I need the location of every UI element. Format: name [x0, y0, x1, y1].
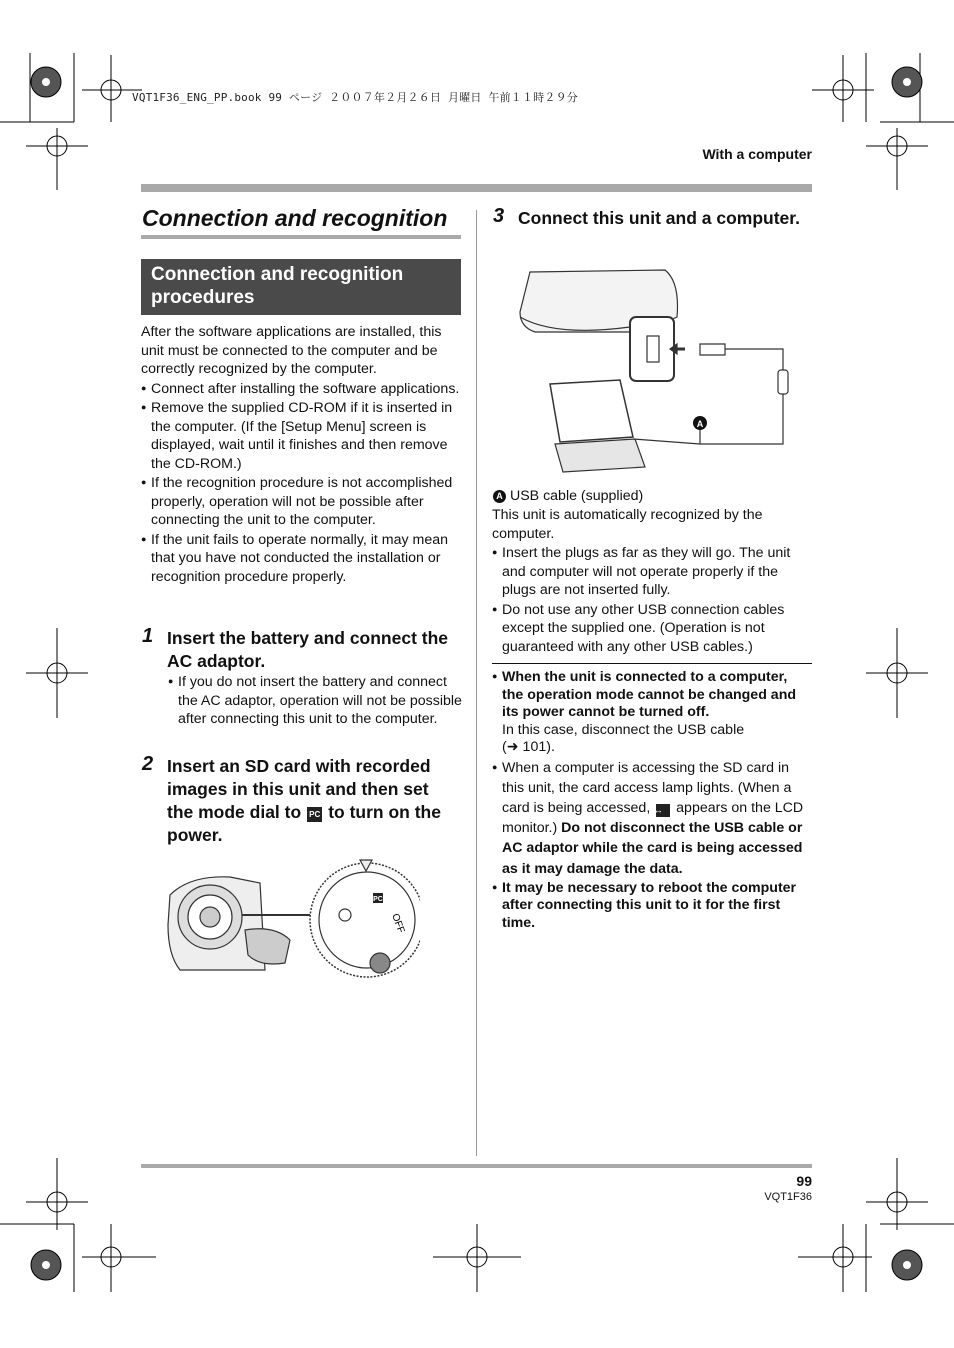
- page-title: Connection and recognition: [142, 205, 448, 231]
- step-2-title: [167, 755, 459, 847]
- label-a-icon: A: [493, 490, 506, 503]
- list-item: ● Insert the plugs as far as they will go. The unit and computer will not operate properly if the plugs are not inserted fully.: [492, 543, 812, 600]
- step-3-title: Connect this unit and a computer.: [518, 208, 800, 228]
- print-info: VQT1F36_ENG_PP.book 99 ページ ２００７年２月２６日 月曜日 午前１１時２９分: [132, 91, 578, 104]
- list-item: ● Do not use any other USB connection cables except the supplied one. (Operation is not guaranteed with any other USB cables.): [492, 600, 812, 657]
- step-1-number: 1: [142, 625, 154, 647]
- note-1-text: In this case, disconnect the USB cable: [502, 721, 745, 738]
- note-2: [492, 757, 812, 879]
- note-2-a: When a computer is accessing the SD card in this unit, the card access lamp lights. (When a card is being accessed,: [502, 759, 792, 816]
- bottom-rule: [141, 1164, 812, 1168]
- note-2-b: appears on the LCD monitor.): [502, 799, 804, 837]
- subtitle: Connection and recognition procedures: [151, 264, 404, 308]
- cable-caption-text: USB cable (supplied): [509, 488, 644, 504]
- connection-bullets: [492, 543, 812, 656]
- usb-connection-illustration: [515, 262, 805, 477]
- step-1-title: Insert the battery and connect the AC adaptor.: [167, 628, 449, 671]
- step-1-note: ● If you do not insert the battery and connect the AC adaptor, operation will not be possible after connecting this unit to the computer.: [168, 672, 470, 729]
- cable-caption: [493, 487, 813, 506]
- dial-off-label: OFF: [389, 912, 407, 935]
- card-access-icon: ↔: [656, 804, 670, 817]
- notes-rule: [492, 663, 812, 664]
- note-1-bold: ● When the unit is connected to a computer, the operation mode cannot be changed and its power cannot be turned off.: [492, 668, 812, 722]
- intro-text: After the software applications are installed, this unit must be connected to the computer and be correctly recognized by the computer.: [141, 324, 442, 377]
- column-divider: [476, 210, 477, 1156]
- step-2-number: 2: [142, 753, 154, 775]
- mode-dial-illustration: [160, 855, 420, 980]
- intro-block: [141, 323, 463, 586]
- top-rule: [141, 184, 812, 192]
- subtitle-box: [141, 259, 461, 315]
- note-1-ref: (➜ 101).: [502, 739, 555, 755]
- page-number: 99: [796, 1173, 812, 1189]
- step-2-title-b: to turn on the power.: [167, 802, 441, 845]
- list-item: ● Remove the supplied CD-ROM if it is inserted in the computer. (If the [Setup Menu] screen is displayed, wait until it finishes and then remove the CD-ROM.): [141, 398, 463, 473]
- step-2-title-a: Insert an SD card with recorded images in this unit and then set the mode dial to: [167, 756, 431, 822]
- title-rule: [141, 235, 461, 239]
- section-header: With a computer: [702, 146, 812, 162]
- model-code: VQT1F36: [764, 1191, 812, 1203]
- label-a: A: [696, 419, 704, 429]
- note-3-bold: ● It may be necessary to reboot the computer after connecting this unit to it for the first time.: [492, 879, 812, 933]
- list-item: ● If the recognition procedure is not accomplished properly, operation will not be possible after connecting the unit to the computer.: [141, 473, 463, 530]
- notes-block: [492, 668, 812, 932]
- list-item: ● If the unit fails to operate normally, it may mean that you have not conducted the installation or recognition procedure properly.: [141, 530, 463, 587]
- note-2-bold: Do not disconnect the USB cable or AC adaptor while the card is being accessed as it may damage the data.: [502, 820, 803, 877]
- auto-recognize-text: This unit is automatically recognized by the computer.: [492, 507, 763, 542]
- list-item: ● Connect after installing the software applications.: [141, 379, 463, 399]
- step-3-number: 3: [493, 205, 505, 227]
- dial-pc-label: PC: [373, 896, 383, 903]
- pc-mode-icon: PC: [307, 807, 322, 822]
